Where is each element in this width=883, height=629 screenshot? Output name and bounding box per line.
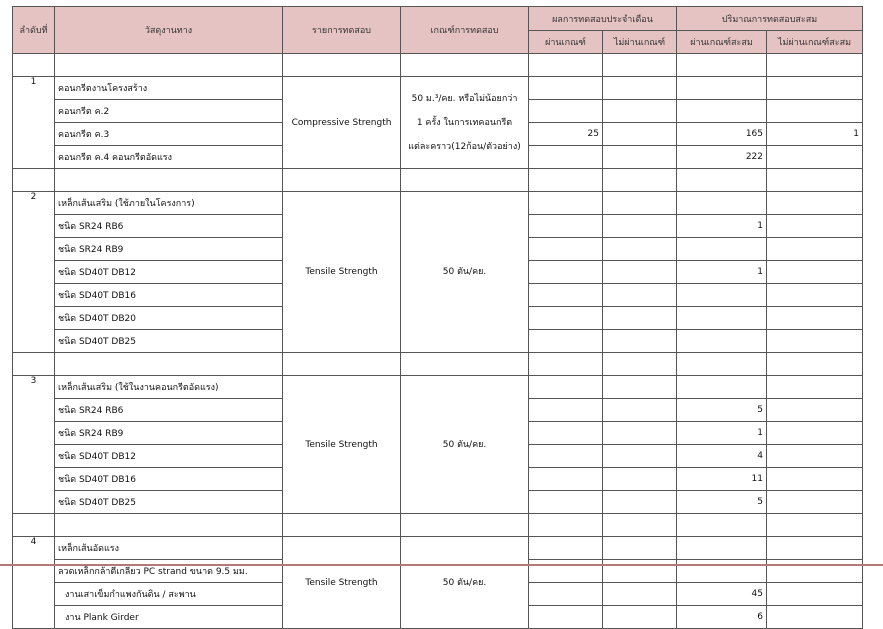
material-label: คอนกรีต ค.2 [55, 100, 283, 123]
pass-value [529, 399, 603, 422]
pass-cumulative-value: 1 [677, 215, 767, 238]
value-cell [677, 192, 767, 215]
fail-value [603, 307, 677, 330]
spacer-cell [13, 54, 55, 77]
fail-cumulative-value [767, 238, 863, 261]
header-cumulative: ปริมาณการทดสอบสะสม [677, 7, 863, 31]
value-cell [529, 192, 603, 215]
header-pass-cumulative: ผ่านเกณฑ์สะสม [677, 31, 767, 54]
spacer-cell [283, 169, 401, 192]
fail-value [603, 583, 677, 606]
spacer-cell [283, 353, 401, 376]
spacer-cell [401, 169, 529, 192]
fail-cumulative-value [767, 422, 863, 445]
value-cell [529, 537, 603, 560]
spacer-cell [13, 353, 55, 376]
fail-value [603, 100, 677, 123]
value-cell [677, 537, 767, 560]
group-title-row [13, 192, 863, 215]
material-label: ชนิด SD40T DB12 [55, 445, 283, 468]
fail-cumulative-value [767, 146, 863, 169]
material-label: ชนิด SD40T DB16 [55, 468, 283, 491]
material-label: ชนิด SD40T DB12 [55, 261, 283, 284]
value-cell [603, 192, 677, 215]
material-label: คอนกรีต ค.4 คอนกรีตอัดแรง [55, 146, 283, 169]
group-spacer [13, 514, 863, 537]
material-label: งาน Plank Girder [55, 606, 283, 629]
fail-value [603, 123, 677, 146]
fail-value [603, 330, 677, 353]
spacer-cell [55, 169, 283, 192]
pass-value [529, 146, 603, 169]
group-title: คอนกรีตงานโครงสร้าง [55, 77, 283, 100]
material-label: ลวดเหล็กกล้าตีเกลียว PC strand ขนาด 9.5 มม. [55, 560, 283, 583]
test-results-sheet [12, 6, 863, 629]
group-spacer [13, 353, 863, 376]
pass-cumulative-value [677, 100, 767, 123]
material-label: ชนิด SR24 RB9 [55, 422, 283, 445]
spacer-cell [401, 514, 529, 537]
fail-value [603, 215, 677, 238]
spacer-cell [55, 514, 283, 537]
spacer-cell [283, 514, 401, 537]
group-title-row [13, 77, 863, 100]
spacer-cell [529, 353, 603, 376]
pass-cumulative-value [677, 284, 767, 307]
test-type: Compressive Strength [283, 77, 401, 169]
header-monthly: ผลการทดสอบประจำเดือน [529, 7, 677, 31]
table-body [13, 54, 863, 629]
header-test: รายการทดสอบ [283, 7, 401, 54]
group-title-row [13, 376, 863, 399]
spacer-cell [55, 353, 283, 376]
spacer-cell [767, 514, 863, 537]
header-no: ลำดับที่ [13, 7, 55, 54]
pass-cumulative-value: 222 [677, 146, 767, 169]
group-number: 2 [13, 192, 55, 353]
fail-cumulative-value [767, 215, 863, 238]
fail-value [603, 399, 677, 422]
pass-cumulative-value: 1 [677, 422, 767, 445]
pass-cumulative-value: 5 [677, 399, 767, 422]
spacer-cell [529, 54, 603, 77]
test-type: Tensile Strength [283, 192, 401, 353]
spacer-cell [767, 353, 863, 376]
pass-cumulative-value: 5 [677, 491, 767, 514]
spacer-cell [767, 54, 863, 77]
fail-value [603, 238, 677, 261]
pass-value [529, 606, 603, 629]
test-criteria: 50 ตัน/คย. [401, 537, 529, 629]
value-cell [677, 376, 767, 399]
pass-value [529, 468, 603, 491]
bottom-divider [0, 564, 883, 566]
pass-value [529, 215, 603, 238]
fail-cumulative-value [767, 284, 863, 307]
value-cell [767, 376, 863, 399]
value-cell [677, 77, 767, 100]
pass-value [529, 583, 603, 606]
value-cell [767, 77, 863, 100]
spacer-cell [401, 54, 529, 77]
test-criteria [401, 77, 529, 169]
pass-value [529, 238, 603, 261]
criteria-line: แต่ละคราว(12ก้อน/ตัวอย่าง) [408, 141, 521, 152]
test-type: Tensile Strength [283, 376, 401, 514]
material-label: ชนิด SD40T DB25 [55, 491, 283, 514]
pass-cumulative-value: 165 [677, 123, 767, 146]
fail-value [603, 422, 677, 445]
fail-cumulative-value [767, 560, 863, 583]
spacer-cell [603, 514, 677, 537]
spacer-cell [55, 54, 283, 77]
spacer-cell [603, 353, 677, 376]
spacer-cell [603, 169, 677, 192]
material-label: ชนิด SR24 RB6 [55, 215, 283, 238]
header-pass: ผ่านเกณฑ์ [529, 31, 603, 54]
pass-cumulative-value: 6 [677, 606, 767, 629]
pass-cumulative-value: 1 [677, 261, 767, 284]
spacer-cell [13, 514, 55, 537]
fail-cumulative-value [767, 307, 863, 330]
header-material: วัสดุงานทาง [55, 7, 283, 54]
fail-cumulative-value: 1 [767, 123, 863, 146]
value-cell [529, 77, 603, 100]
pass-value [529, 100, 603, 123]
test-criteria: 50 ตัน/คย. [401, 192, 529, 353]
pass-value [529, 284, 603, 307]
spacer-cell [677, 169, 767, 192]
spacer-cell [13, 169, 55, 192]
group-spacer [13, 169, 863, 192]
group-title-row [13, 537, 863, 560]
spacer-cell [677, 353, 767, 376]
fail-value [603, 491, 677, 514]
fail-value [603, 445, 677, 468]
header-fail-cumulative: ไม่ผ่านเกณฑ์สะสม [767, 31, 863, 54]
spacer-cell [603, 54, 677, 77]
pass-cumulative-value [677, 330, 767, 353]
material-label: งานเสาเข็มกำแพงกันดิน / สะพาน [55, 583, 283, 606]
material-label: คอนกรีต ค.3 [55, 123, 283, 146]
spacer-cell [677, 514, 767, 537]
group-title: เหล็กเส้นอัดแรง [55, 537, 283, 560]
pass-cumulative-value: 45 [677, 583, 767, 606]
spacer-cell [677, 54, 767, 77]
pass-value [529, 330, 603, 353]
group-number: 1 [13, 77, 55, 169]
pass-value: 25 [529, 123, 603, 146]
spacer-cell [767, 169, 863, 192]
fail-value [603, 146, 677, 169]
fail-cumulative-value [767, 606, 863, 629]
criteria-line: 1 ครั้ง ในการเทคอนกรีต [416, 117, 513, 128]
pass-cumulative-value [677, 560, 767, 583]
pass-cumulative-value [677, 238, 767, 261]
group-number: 4 [13, 537, 55, 629]
group-spacer [13, 54, 863, 77]
pass-value [529, 261, 603, 284]
fail-cumulative-value [767, 445, 863, 468]
value-cell [767, 537, 863, 560]
spacer-cell [401, 353, 529, 376]
material-label: ชนิด SR24 RB9 [55, 238, 283, 261]
group-number: 3 [13, 376, 55, 514]
test-criteria: 50 ตัน/คย. [401, 376, 529, 514]
fail-cumulative-value [767, 583, 863, 606]
fail-value [603, 606, 677, 629]
fail-cumulative-value [767, 491, 863, 514]
value-cell [767, 192, 863, 215]
header-fail: ไม่ผ่านเกณฑ์ [603, 31, 677, 54]
pass-cumulative-value [677, 307, 767, 330]
value-cell [603, 77, 677, 100]
fail-value [603, 284, 677, 307]
fail-value [603, 468, 677, 491]
fail-cumulative-value [767, 399, 863, 422]
fail-cumulative-value [767, 330, 863, 353]
spacer-cell [283, 54, 401, 77]
fail-cumulative-value [767, 100, 863, 123]
criteria-line: 50 ม.³/คย. หรือไม่น้อยกว่า [411, 93, 518, 104]
fail-cumulative-value [767, 261, 863, 284]
material-label: ชนิด SD40T DB16 [55, 284, 283, 307]
pass-value [529, 307, 603, 330]
fail-value [603, 560, 677, 583]
material-label: ชนิด SD40T DB20 [55, 307, 283, 330]
pass-value [529, 445, 603, 468]
spacer-cell [529, 169, 603, 192]
fail-cumulative-value [767, 468, 863, 491]
material-label: ชนิด SD40T DB25 [55, 330, 283, 353]
pass-value [529, 491, 603, 514]
pass-cumulative-value: 4 [677, 445, 767, 468]
value-cell [603, 376, 677, 399]
value-cell [603, 537, 677, 560]
fail-value [603, 261, 677, 284]
pass-cumulative-value: 11 [677, 468, 767, 491]
material-label: ชนิด SR24 RB6 [55, 399, 283, 422]
value-cell [529, 376, 603, 399]
group-title: เหล็กเส้นเสริม (ใช้ในงานคอนกรีตอัดแรง) [55, 376, 283, 399]
header-criteria: เกณฑ์การทดสอบ [401, 7, 529, 54]
pass-value [529, 560, 603, 583]
pass-value [529, 422, 603, 445]
group-title: เหล็กเส้นเสริม (ใช้ภายในโครงการ) [55, 192, 283, 215]
spacer-cell [529, 514, 603, 537]
test-type: Tensile Strength [283, 537, 401, 629]
test-results-table [12, 6, 863, 629]
